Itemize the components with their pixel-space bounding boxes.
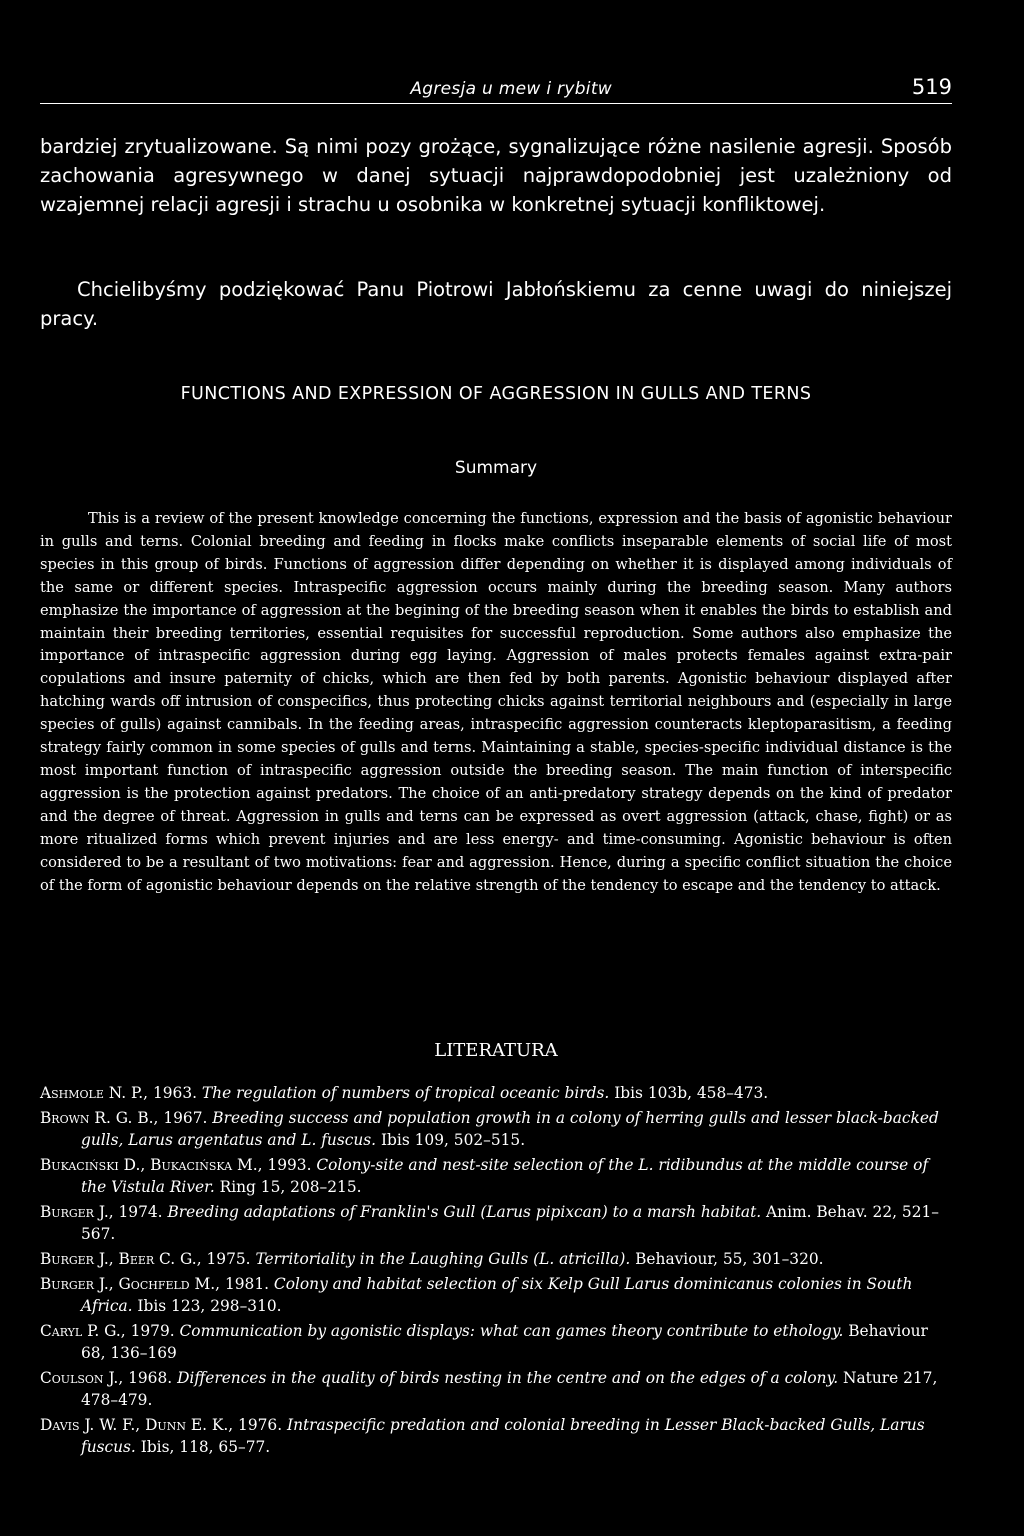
reference-source: Ibis 109, 502–515. [376, 1131, 526, 1150]
acknowledgement-text: Chcielibyśmy podziękować Panu Piotrowi Jabłońskiemu za cenne uwagi do niniejszej pracy. [40, 278, 952, 330]
reference-title: Breeding success and population growth in a colony of herring gulls and lesser black-backed gulls, Larus argentatus and L. fuscus. [81, 1108, 939, 1150]
literature-heading: LITERATURA [434, 1040, 558, 1061]
reference-year: , 1968. [118, 1368, 178, 1387]
reference-title: Intraspecific predation and colonial breeding in Lesser Black-backed Gulls, Larus fuscus. [81, 1416, 925, 1457]
reference-list [40, 1082, 952, 1461]
summary-heading: Summary [454, 458, 538, 478]
reference-entry [40, 1154, 952, 1199]
reference-source: Nature 217, 478–479. [81, 1368, 938, 1410]
reference-year: , 1963. [143, 1084, 202, 1102]
reference-entry [40, 1107, 952, 1152]
reference-entry [40, 1367, 952, 1412]
reference-year: , 1979. [120, 1321, 180, 1340]
reference-source: Ibis 123, 298–310. [132, 1297, 282, 1316]
reference-title: Communication by agonistic displays: what can games theory contribute to ethology. [179, 1321, 844, 1340]
running-header [40, 75, 952, 104]
reference-entry [40, 1273, 952, 1318]
acknowledgement-paragraph [40, 275, 952, 333]
reference-authors: Caryl P. G. [40, 1321, 121, 1340]
reference-authors: Ashmole N. P. [40, 1084, 144, 1102]
english-title: FUNCTIONS AND EXPRESSION OF AGGRESSION IN GULLS AND TERNS [180, 384, 812, 404]
summary-text: This is a review of the present knowledge concerning the functions, expression and the basis of agonistic behaviour in gulls and terns. Colonial breeding and feeding in flocks make conflicts inseparable elements of social life of most species in this group of birds. Functions of aggression differ depending on whether it is displayed among individuals of the same or different species. Intraspecific aggression occurs mainly during the breeding season. Many authors emphasize the importance of aggression at the begining of the breeding season when it enables the birds to establish and maintain their breeding territories, essential requisites for successful reproduction. Some authors also emphasize the importance of intraspecific aggression during egg laying. Aggression of males protects females against extra-pair copulations and insure paternity of chicks, which are then fed by both parents. Agonistic behaviour displayed after hatching wards off intrusion of conspecifics, thus protecting chicks against territorial neighbours and (especially in large species of gulls) against cannibals. In the feeding areas, intraspecific aggression counteracts kleptoparasitism, a feeding strategy fairly common in some species of gulls and terns. Maintaining a stable, species-specific individual distance is the most important function of intraspecific aggression outside the breeding season. The main function of interspecific aggression is the protection against predators. The choice of an anti-predatory strategy depends on the kind of predator and the degree of threat. Aggression in gulls and terns can be expressed as overt aggression (attack, chase, fight) or as more ritualized forms which prevent injuries and are less energy- and time-consuming. Agonistic behaviour is often considered to be a resultant of two motivations: fear and aggression. Hence, during a specific conflict situation the choice of the form of agonistic behaviour depends on the relative strength of the tendency to escape and the tendency to attack. [40, 510, 952, 894]
reference-title: Colony and habitat selection of six Kelp Gull Larus dominicanus colonies in South Africa. [81, 1274, 913, 1316]
reference-year: , 1974. [108, 1202, 168, 1221]
reference-authors: Burger J. [40, 1202, 109, 1221]
reference-source: Behaviour 68, 136–169 [81, 1321, 928, 1363]
reference-entry [40, 1082, 952, 1104]
reference-year: , 1975. [196, 1250, 256, 1269]
reference-source: Anim. Behav. 22, 521–567. [81, 1202, 939, 1244]
reference-authors: Coulson J. [40, 1368, 119, 1387]
reference-source: Ring 15, 208–215. [214, 1178, 362, 1197]
reference-title: Territoriality in the Laughing Gulls (L. atricilla). [255, 1250, 631, 1269]
reference-entry [40, 1320, 952, 1365]
polish-paragraph [40, 132, 952, 219]
reference-source: Behaviour, 55, 301–320. [630, 1250, 824, 1269]
reference-title: Breeding adaptations of Franklin's Gull (Larus pipixcan) to a marsh habitat. [167, 1202, 762, 1221]
reference-year: , 1976. [228, 1416, 287, 1435]
reference-authors: Bukaciński D., Bukacińska M. [40, 1155, 258, 1174]
reference-authors: Burger J., Beer C. G. [40, 1250, 197, 1269]
reference-entry [40, 1201, 952, 1246]
running-title: Agresja u mew i rybitw [410, 79, 612, 99]
reference-entry [40, 1248, 952, 1270]
polish-paragraph-text: bardziej zrytualizowane. Są nimi pozy grożące, sygnalizujące różne nasilenie agresji. Sposób zachowania agresywnego w danej sytuacji najprawdopodobniej jest uzależniony od wzajemnej relacji agresji i strachu u osobnika w konkretnej sytuacji konfliktowej. [40, 135, 952, 216]
reference-authors: Davis J. W. F., Dunn E. K. [40, 1416, 229, 1435]
reference-title: The regulation of numbers of tropical oceanic birds. [201, 1084, 610, 1102]
page-number: 519 [911, 75, 952, 99]
reference-entry [40, 1414, 952, 1459]
reference-source: Ibis 103b, 458–473. [609, 1084, 769, 1102]
reference-year: , 1967. [153, 1108, 213, 1127]
reference-authors: Brown R. G. B. [40, 1108, 154, 1127]
reference-title: Colony-site and nest-site selection of the L. ridibundus at the middle course of the Vistula River. [81, 1155, 929, 1197]
reference-year: , 1981. [215, 1274, 274, 1293]
reference-title: Differences in the quality of birds nesting in the centre and on the edges of a colony. [177, 1368, 839, 1387]
reference-authors: Burger J., Gochfeld M. [40, 1274, 216, 1293]
reference-year: , 1993. [257, 1155, 317, 1174]
reference-source: Ibis, 118, 65–77. [135, 1438, 271, 1457]
